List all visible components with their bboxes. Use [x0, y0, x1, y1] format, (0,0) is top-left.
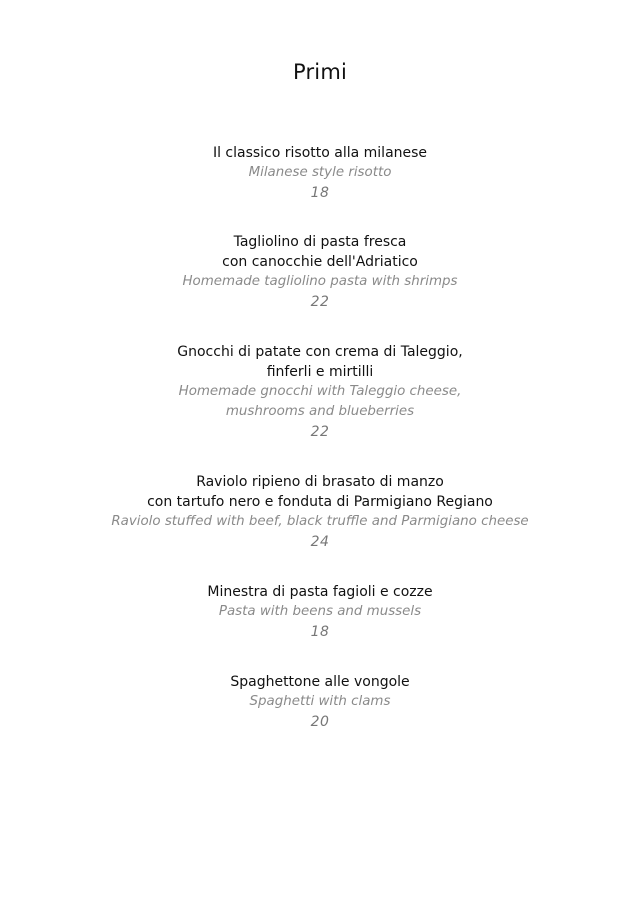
dish-translation-line: Homemade tagliolino pasta with shrimps — [182, 274, 458, 289]
menu-item — [0, 143, 640, 203]
dish-price: 20 — [310, 714, 330, 730]
dish-name-english — [0, 382, 640, 422]
dish-name-italian — [0, 672, 640, 692]
dish-name-line: Gnocchi di patate con crema di Taleggio, — [177, 344, 463, 360]
dish-name-english — [0, 512, 640, 532]
dish-name-italian — [0, 342, 640, 382]
dish-price: 18 — [310, 185, 330, 201]
dish-name-english — [0, 602, 640, 622]
dish-name-english — [0, 272, 640, 292]
dish-name-line: finferli e mirtilli — [266, 364, 374, 380]
dish-name-english — [0, 163, 640, 183]
dish-name-line: Spaghettone alle vongole — [230, 674, 410, 690]
menu-item — [0, 672, 640, 732]
dish-name-line: Il classico risotto alla milanese — [212, 145, 428, 161]
dish-name-line: Raviolo ripieno di brasato di manzo — [196, 474, 444, 490]
dish-price: 18 — [310, 624, 330, 640]
dish-name-line: Minestra di pasta fagioli e cozze — [207, 584, 433, 600]
menu-item — [0, 472, 640, 552]
dish-name-italian — [0, 472, 640, 512]
menu-item — [0, 342, 640, 442]
dish-translation-line: Milanese style risotto — [248, 165, 392, 180]
dish-translation-line: Pasta with beens and mussels — [218, 604, 422, 619]
dish-price: 22 — [310, 294, 330, 310]
dish-price: 22 — [310, 424, 330, 440]
dish-price: 24 — [310, 534, 330, 550]
dish-name-italian — [0, 143, 640, 163]
menu-section-title: Primi — [292, 60, 348, 84]
dish-translation-line: Raviolo stuffed with beef, black truffle and Parmigiano cheese — [111, 514, 529, 529]
menu-item — [0, 232, 640, 312]
dish-translation-line: mushrooms and blueberries — [225, 404, 415, 419]
dish-translation-line: Spaghetti with clams — [249, 694, 391, 709]
dish-name-line: Tagliolino di pasta fresca — [233, 234, 407, 250]
dish-name-italian — [0, 232, 640, 272]
dish-name-english — [0, 692, 640, 712]
dish-name-line: con tartufo nero e fonduta di Parmigiano Regiano — [147, 494, 493, 510]
dish-translation-line: Homemade gnocchi with Taleggio cheese, — [178, 384, 462, 399]
dish-name-italian — [0, 582, 640, 602]
menu-item — [0, 582, 640, 642]
dish-name-line: con canocchie dell'Adriatico — [222, 254, 418, 270]
